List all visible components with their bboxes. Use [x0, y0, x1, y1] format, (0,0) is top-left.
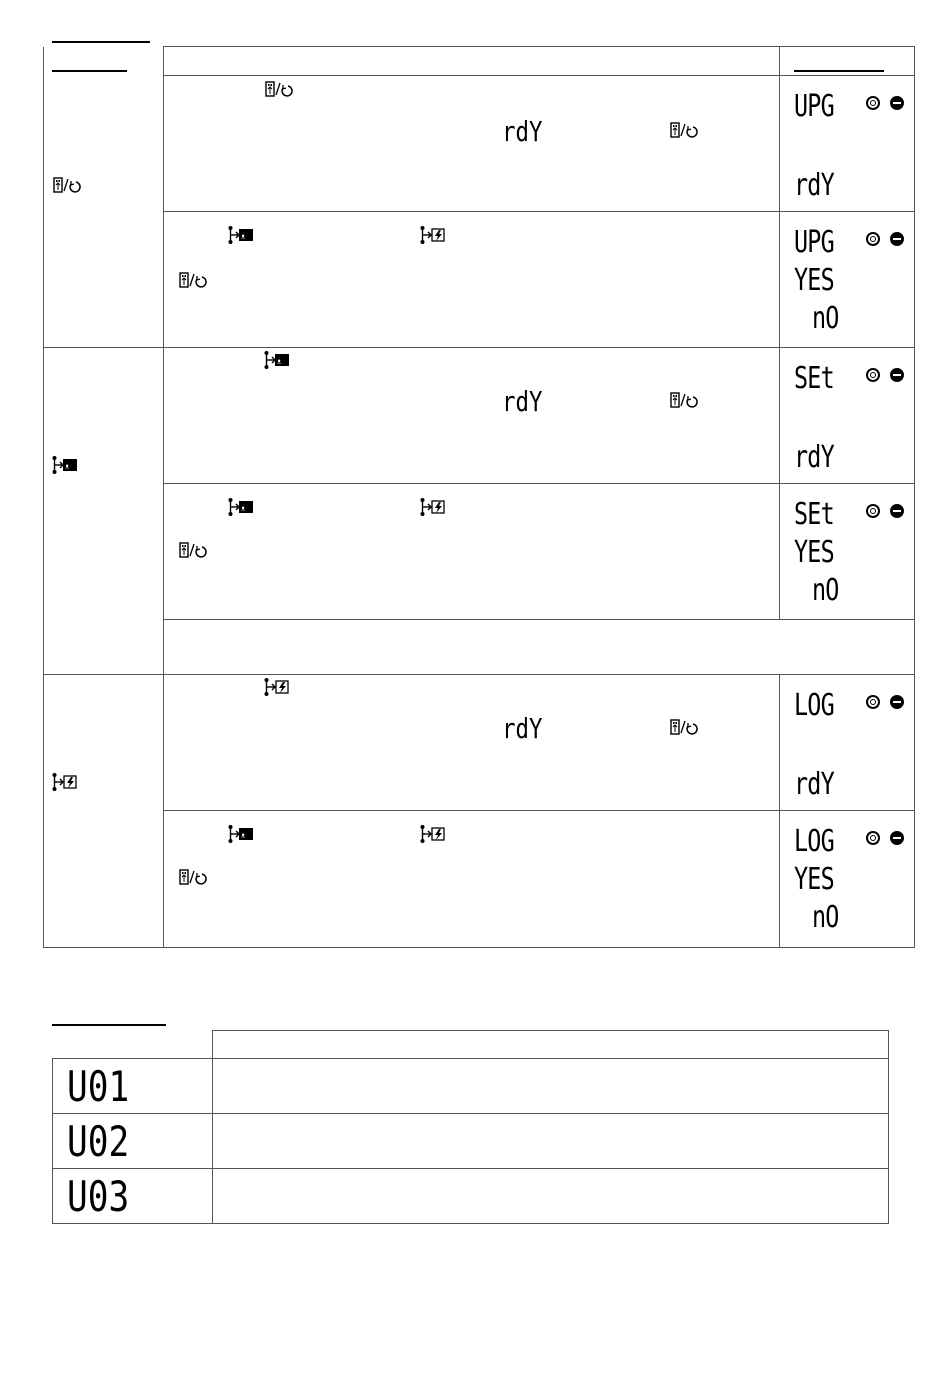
export-settings-icon [264, 351, 304, 373]
lcd-inline-rdy: rdY [502, 115, 543, 148]
error-description [213, 1114, 889, 1169]
export-log-icon [420, 825, 448, 845]
error-description [213, 1169, 889, 1224]
gear-icon [866, 504, 880, 518]
usb-power-icon [178, 272, 218, 290]
step-description [164, 811, 780, 948]
gear-icon [866, 831, 880, 845]
lcd-display [780, 348, 915, 484]
error-code-cell [53, 1169, 213, 1224]
error-code: U01 [67, 1062, 130, 1111]
export-settings-icon [228, 226, 256, 246]
lcd-line-1: UPG [794, 89, 834, 124]
lcd-line-1: LOG [794, 824, 834, 859]
usb-power-icon [669, 392, 709, 410]
usb-indicator-icon [890, 831, 904, 845]
header-rule [52, 1024, 166, 1026]
lcd-display [780, 675, 915, 811]
lcd-line-1: SEt [794, 497, 834, 532]
error-code: U02 [67, 1117, 130, 1166]
usb-power-icon [52, 177, 92, 195]
step-description [164, 348, 780, 484]
error-code-cell [53, 1114, 213, 1169]
usb-power-icon [669, 719, 709, 737]
lcd-line-3: rdY [794, 440, 834, 475]
step-description [164, 675, 780, 811]
lcd-display [780, 811, 915, 948]
header-rule [52, 41, 150, 43]
export-log-icon [420, 226, 448, 246]
operation-table [43, 46, 915, 948]
lcd-line-1: LOG [794, 688, 834, 723]
lcd-display [780, 484, 915, 620]
usb-indicator-icon [890, 504, 904, 518]
lcd-line-2: YES [794, 862, 834, 897]
export-log-icon [264, 678, 304, 700]
usb-power-icon [178, 542, 218, 560]
lcd-line-1: SEt [794, 361, 834, 396]
header-cell [213, 1031, 889, 1059]
usb-upgrade-row-label [44, 47, 164, 348]
lcd-display [780, 76, 915, 212]
lcd-line-2: YES [794, 263, 834, 298]
lcd-line-3: nO [812, 573, 839, 608]
export-settings-icon [228, 498, 256, 518]
note-cell [164, 620, 915, 675]
gear-icon [866, 96, 880, 110]
usb-power-icon [178, 869, 218, 887]
error-code-table [52, 1030, 889, 1224]
export-settings-icon [228, 825, 256, 845]
lcd-line-3: rdY [794, 767, 834, 802]
lcd-inline-rdy: rdY [502, 385, 543, 418]
usb-power-icon [264, 81, 304, 99]
header-cell [780, 47, 915, 76]
lcd-line-3: nO [812, 301, 839, 336]
step-description [164, 212, 780, 348]
lcd-line-2: YES [794, 535, 834, 570]
gear-icon [866, 232, 880, 246]
gear-icon [866, 368, 880, 382]
lcd-display [780, 212, 915, 348]
export-settings-icon [52, 456, 92, 478]
lcd-inline-rdy: rdY [502, 712, 543, 745]
error-description [213, 1059, 889, 1114]
export-log-row-label [44, 675, 164, 948]
usb-indicator-icon [890, 368, 904, 382]
lcd-line-1: UPG [794, 225, 834, 260]
error-code-cell [53, 1059, 213, 1114]
header-cell [164, 47, 780, 76]
gear-icon [866, 695, 880, 709]
usb-power-icon [669, 122, 709, 140]
usb-indicator-icon [890, 232, 904, 246]
step-description [164, 484, 780, 620]
step-description [164, 76, 780, 212]
usb-indicator-icon [890, 695, 904, 709]
lcd-line-3: rdY [794, 168, 834, 203]
header-cell [53, 1031, 213, 1059]
export-log-icon [52, 773, 92, 795]
export-log-icon [420, 498, 448, 518]
export-settings-row-label [44, 348, 164, 675]
lcd-line-3: nO [812, 900, 839, 935]
error-code: U03 [67, 1172, 130, 1221]
usb-indicator-icon [890, 96, 904, 110]
